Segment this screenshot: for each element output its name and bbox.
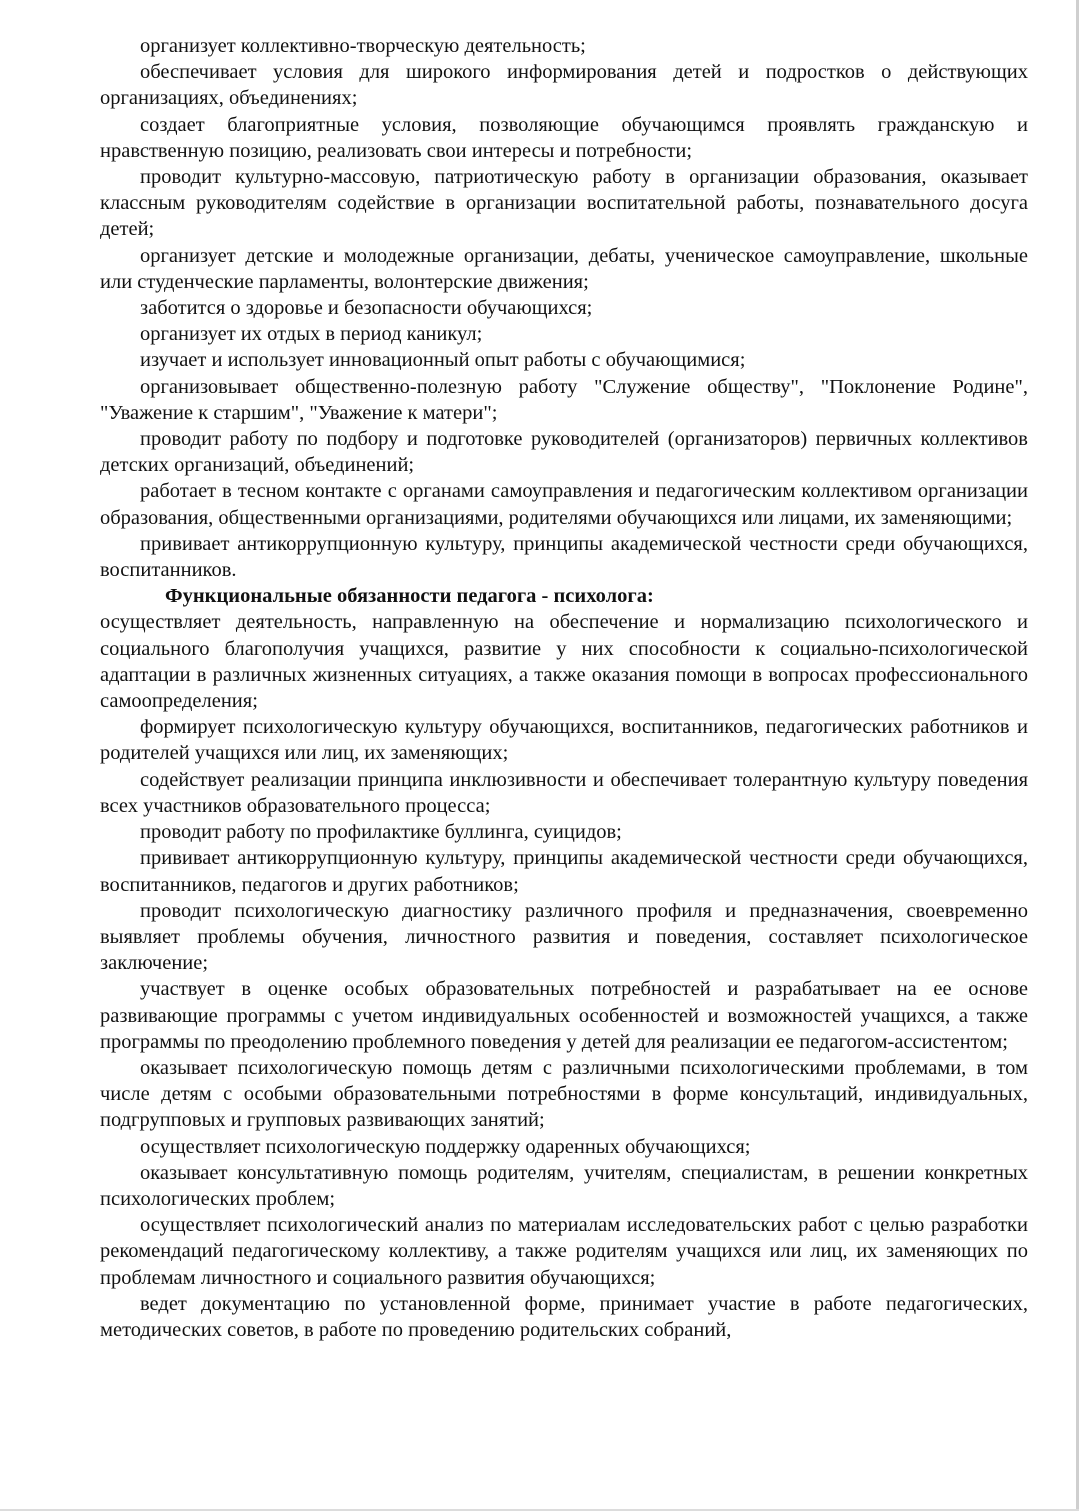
paragraph: изучает и использует инновационный опыт работы с обучающимися; (140, 349, 746, 372)
paragraph: оказывает психологическую помощь детям с различными психологическими проблемами, в том числе детям с особыми образовательными потребностями в форме консультаций, индивидуальных, подгрупповых и групповых развивающих занятий; (100, 1056, 1028, 1132)
paragraph: формирует психологическую культуру обучающихся, воспитанников, педагогических работников и родителей учащихся или лиц, их заменяющих; (100, 716, 1028, 765)
paragraph: осуществляет деятельность, направленную на обеспечение и нормализацию психологического и социального благополучия учащихся, развитие у них способности к социально-психологической адаптации в различных жизненных ситуациях, а также оказания помощи в вопросах профессионального самоопределения; (100, 611, 1028, 713)
paragraph: проводит работу по профилактике буллинга, суицидов; (140, 821, 622, 844)
paragraph: прививает антикоррупционную культуру, принципы академической честности среди обучающихся, воспитанников. (100, 532, 1028, 582)
paragraph: организует детские и молодежные организации, дебаты, ученическое самоуправление, школьные или студенческие парламенты, волонтерские движения; (100, 244, 1028, 293)
paragraph: организует коллективно-творческую деятельность; (140, 35, 586, 57)
paragraph: осуществляет психологический анализ по материалам исследовательских работ с целью разработки рекомендаций педагогическому коллективу, а также родителям учащихся или лиц, их заменяющих по проблемам личностного и социального развития обучающихся; (100, 1214, 1028, 1289)
paragraph: проводит культурно-массовую, патриотическую работу в организации образования, оказывает классным руководителям содействие в организации воспитательной работы, познавательного досуга детей; (100, 166, 1028, 241)
paragraph: участвует в оценке особых образовательных потребностей и разрабатывает на ее основе развивающие программы с учетом индивидуальных особенностей и возможностей учащихся, а также программы по преодолению проблемного поведения у детей для реализации ее педагогом-ассистентом; (100, 978, 1028, 1053)
paragraph: заботится о здоровье и безопасности обучающихся; (140, 297, 593, 320)
paragraph: ведет документацию по установленной форме, принимает участие в работе педагогических, методических советов, в работе по проведению родительских собраний, (100, 1292, 1028, 1341)
document-page (100, 33, 1028, 1343)
paragraph: осуществляет психологическую поддержку одаренных обучающихся; (140, 1135, 751, 1158)
paragraph: прививает антикоррупционную культуру, принципы академической честности среди обучающихся, воспитанников, педагогов и других работников; (100, 847, 1028, 896)
paragraph: организует их отдых в период каникул; (140, 323, 483, 346)
paragraph: обеспечивает условия для широкого информирования детей и подростков о действующих организациях, объединениях; (100, 61, 1028, 110)
paragraph: содействует реализации принципа инклюзивности и обеспечивает толерантную культуру поведения всех участников образовательного процесса; (100, 768, 1028, 817)
paragraph: оказывает консультативную помощь родителям, учителям, специалистам, в решении конкретных психологических проблем; (100, 1161, 1028, 1210)
paragraph: организовывает общественно-полезную работу "Служение обществу", "Поклонение Родине", "Уважение к старшим", "Уважение к матери"; (100, 375, 1028, 424)
section-heading: Функциональные обязанности педагога - психолога: (165, 585, 654, 608)
paragraph: создает благоприятные условия, позволяющие обучающимся проявлять гражданскую и нравственную позицию, реализовать свои интересы и потребности; (100, 113, 1028, 162)
paragraph: работает в тесном контакте с органами самоуправления и педагогическим коллективом организации образования, общественными организациями, родителями обучающихся или лицами, их заменяющими; (100, 480, 1028, 529)
paragraph: проводит психологическую диагностику различного профиля и предназначения, своевременно выявляет проблемы обучения, личностного развития и поведения, составляет психологическое заключение; (100, 899, 1028, 975)
paragraph: проводит работу по подбору и подготовке руководителей (организаторов) первичных коллективов детских организаций, объединений; (100, 428, 1028, 477)
